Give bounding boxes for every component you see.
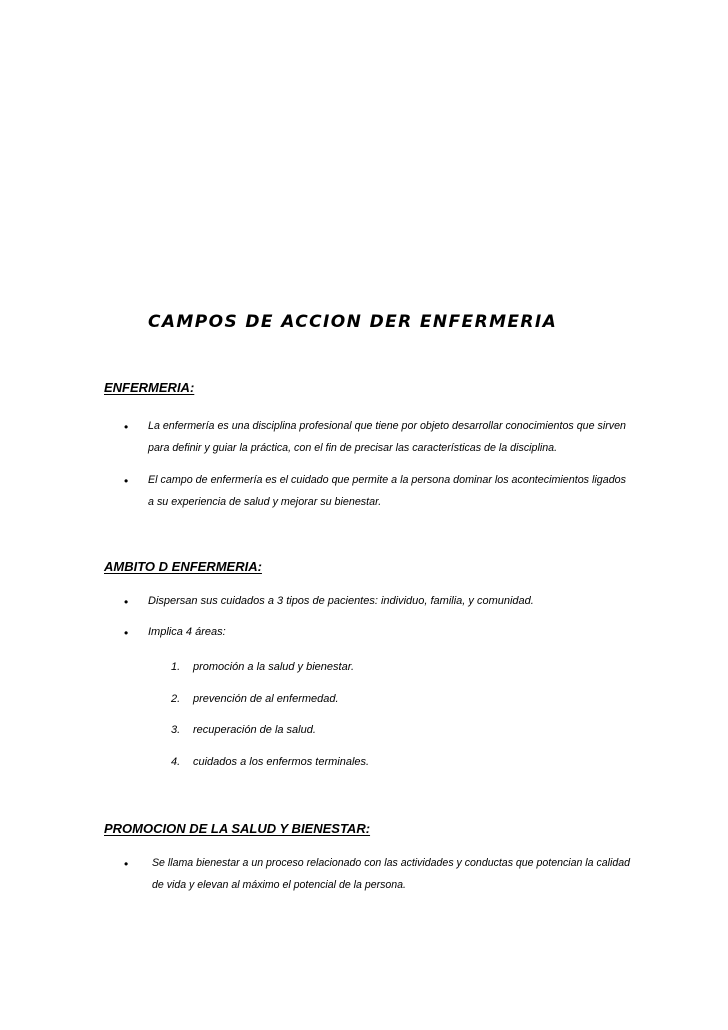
area-number: 1.	[171, 661, 181, 673]
section-heading-ambito: AMBITO D ENFERMERIA:	[104, 559, 262, 574]
document-title: CAMPOS DE ACCION DER ENFERMERIA	[148, 312, 558, 332]
paragraph-line: a su experiencia de salud y mejorar su bienestar.	[148, 496, 382, 508]
bullet-icon: •	[124, 595, 129, 609]
area-item: promoción a la salud y bienestar.	[193, 661, 355, 673]
paragraph-enfermeria-1	[148, 415, 624, 459]
area-item: recuperación de la salud.	[193, 724, 316, 736]
paragraph-enfermeria-2	[148, 469, 626, 513]
paragraph-line: Dispersan sus cuidados a 3 tipos de pacientes: individuo, familia, y comunidad.	[148, 595, 534, 607]
paragraph-line: Implica 4 áreas:	[148, 626, 226, 638]
section-heading-enfermeria: ENFERMERIA:	[104, 380, 195, 395]
paragraph-line: Se llama bienestar a un proceso relacionado con las actividades y conductas que potencian la calidad	[152, 857, 630, 869]
paragraph-line: para definir y guiar la práctica, con el fin de precisar las características de la disciplina.	[148, 442, 558, 454]
bullet-icon: •	[124, 857, 129, 871]
area-item: cuidados a los enfermos terminales.	[193, 756, 370, 768]
bullet-icon: •	[124, 626, 129, 640]
paragraph-line: La enfermería es una disciplina profesional que tiene por objeto desarrollar conocimientos que sirven	[148, 420, 626, 432]
paragraph-line: de vida y elevan al máximo el potencial de la persona.	[152, 879, 406, 891]
section-heading-promocion: PROMOCION DE LA SALUD Y BIENESTAR:	[104, 821, 371, 836]
area-number: 3.	[171, 724, 181, 736]
bullet-icon: •	[124, 474, 129, 488]
bullet-icon: •	[124, 420, 129, 434]
paragraph-ambito-2	[148, 621, 638, 643]
paragraph-line: El campo de enfermería es el cuidado que permite a la persona dominar los acontecimientos ligados	[148, 474, 626, 486]
area-item: prevención de al enfermedad.	[193, 693, 339, 705]
area-number: 4.	[171, 756, 181, 768]
area-number: 2.	[171, 693, 181, 705]
paragraph-promocion-1	[152, 852, 630, 896]
paragraph-ambito-1	[148, 590, 638, 612]
